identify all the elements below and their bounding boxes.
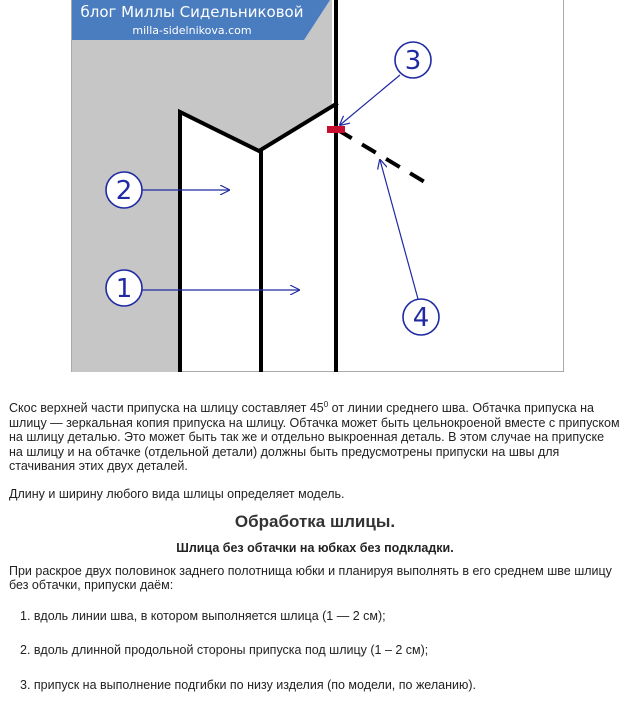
section-heading: Обработка шлицы. xyxy=(234,512,396,531)
callout-3 xyxy=(340,42,431,125)
arrow-3 xyxy=(340,75,400,125)
callout-1 xyxy=(106,270,299,306)
banner-url: milla-sidelnikova.com xyxy=(132,24,252,37)
article-content xyxy=(9,401,621,712)
degree-sup: 0 xyxy=(323,399,329,409)
paragraph-allowances: При раскрое двух половинок заднего полотнища юбки и планируя выполнять в его среднем шве шлицу без обтачки, припуски даём: xyxy=(9,563,612,592)
label-2: 2 xyxy=(115,176,133,206)
red-marker xyxy=(327,126,345,133)
callout-4 xyxy=(380,160,439,335)
paragraph-bevel-start: Скос верхней части припуска на шлицу составляет 45 xyxy=(9,401,324,415)
list-item: 2. вдоль длинной продольной стороны припуска под шлицу (1 – 2 см); xyxy=(20,643,429,657)
label-3: 3 xyxy=(404,46,422,76)
list-item: 1. вдоль линии шва, в котором выполняется шлица (1 — 2 см); xyxy=(20,608,386,623)
blog-banner xyxy=(72,0,330,40)
allowance-list xyxy=(9,609,621,693)
paragraph-model: Длину и ширину любого вида шлицы определяет модель. xyxy=(9,486,345,501)
list-item: 3. припуск на выполнение подгибки по низу изделия (по модели, по желанию). xyxy=(20,677,476,692)
paragraph-bevel xyxy=(9,401,621,474)
slit-diagram xyxy=(72,0,565,372)
diagram-figure xyxy=(71,0,564,372)
label-1: 1 xyxy=(115,274,133,304)
banner-title: блог Миллы Сидельниковой xyxy=(80,3,304,21)
arrow-4 xyxy=(380,160,418,299)
paragraph-bevel-rest: от линии среднего шва. Обтачка припуска на шлицу — зеркальная копия припуска на шлицу. Обтачка может быть цельнокроеной вместе с припуском на шлицу деталью. Это может быть так же и отдельно выкроенная деталь. В этом случае на припуске на шлицу и на обтачке (отдельной детали) должны быть предусмотрены припуски на швы для стачивания этих двух деталей. xyxy=(9,401,620,473)
label-4: 4 xyxy=(412,303,430,333)
section-subheading: Шлица без обтачки на юбках без подкладки. xyxy=(176,541,454,555)
